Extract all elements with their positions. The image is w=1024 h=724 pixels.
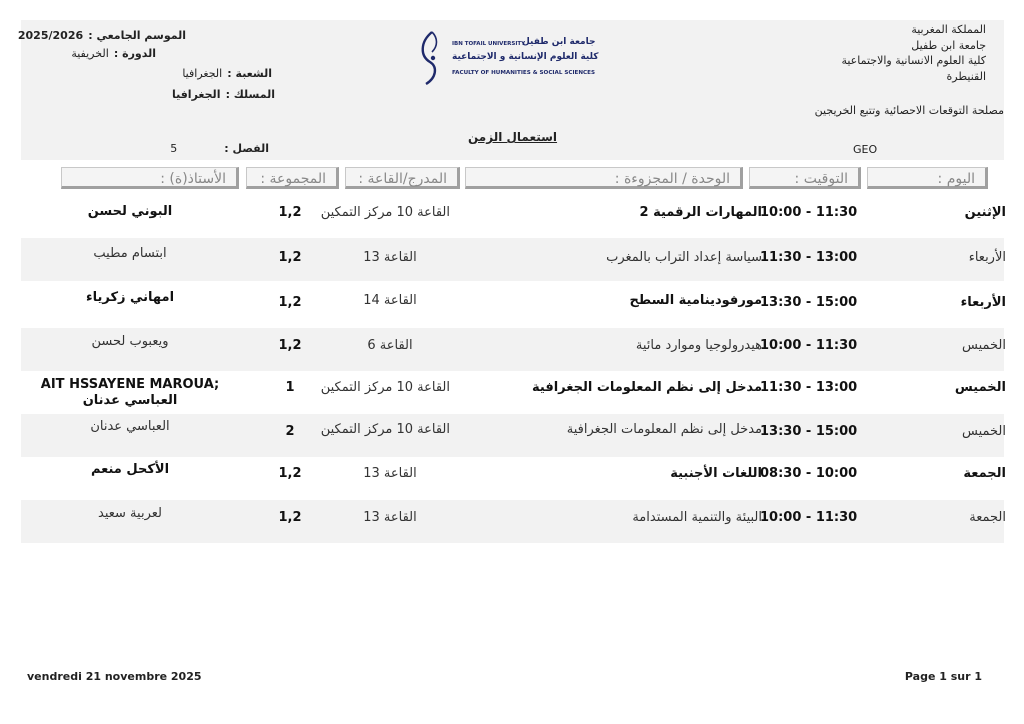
row-professor: البوني لحسن bbox=[87, 204, 173, 219]
session-field bbox=[71, 42, 156, 61]
row-time: 10:00 - 11:30 bbox=[760, 338, 858, 353]
logo-ar-line1: جامعة ابن طفيل bbox=[522, 37, 596, 47]
row-group: 1,2 bbox=[278, 510, 302, 525]
branch-value: الجغرافيا bbox=[182, 67, 223, 80]
row-time: 13:30 - 15:00 bbox=[760, 295, 858, 310]
track-value: الجغرافيا bbox=[171, 88, 221, 101]
row-time: 13:30 - 15:00 bbox=[760, 424, 858, 439]
row-room: القاعة 10 مركز التمكين bbox=[320, 380, 450, 395]
service-name: مصلحة التوقعات الاحصائية وتتبع الخريجين bbox=[814, 104, 1004, 117]
session-label: الدورة : bbox=[113, 47, 156, 60]
column-header-room: المدرج/القاعة : bbox=[345, 167, 460, 189]
row-professor: ابتسام مطيب bbox=[93, 246, 167, 261]
row-unit: مدخل إلى نظم المعلومات الجغرافية bbox=[532, 380, 762, 395]
track-label: المسلك : bbox=[225, 88, 275, 101]
row-unit: البيئة والتنمية المستدامة bbox=[632, 510, 762, 525]
column-header-day: اليوم : bbox=[867, 167, 988, 189]
row-time: 08:30 - 10:00 bbox=[760, 466, 858, 481]
branch-label: الشعبة : bbox=[227, 67, 272, 80]
footer-page-number: Page 1 sur 1 bbox=[904, 670, 982, 683]
header-line-faculty: كلية العلوم الانسانية والاجتماعية bbox=[841, 54, 986, 67]
row-time: 10:00 - 11:30 bbox=[760, 205, 858, 220]
row-group: 1,2 bbox=[278, 295, 302, 310]
semester-field bbox=[170, 137, 269, 156]
logo-en-line1: IBN TOFAIL UNIVERSITY bbox=[452, 41, 526, 47]
column-header-group: المجموعة : bbox=[246, 167, 339, 189]
season-label: الموسم الجامعي : bbox=[88, 29, 186, 42]
row-day: الجمعة bbox=[963, 466, 1006, 481]
session-value: الخريفية bbox=[71, 47, 109, 60]
row-professor: امهاني زكرياء bbox=[85, 290, 175, 305]
university-logo bbox=[418, 28, 599, 88]
logo-en-line2: FACULTY OF HUMANITIES & SOCIAL SCIENCES bbox=[452, 70, 596, 76]
row-unit: المهارات الرقمية 2 bbox=[639, 205, 762, 220]
row-room: القاعة 14 bbox=[363, 293, 417, 308]
row-room: القاعة 10 مركز التمكين bbox=[320, 205, 450, 220]
row-time: 11:30 - 13:00 bbox=[760, 380, 858, 395]
row-professor: العباسي عدنان bbox=[90, 419, 170, 434]
logo-emblem-icon bbox=[418, 28, 444, 88]
row-unit: اللغات الأجنبية bbox=[670, 466, 762, 481]
row-unit: مدخل إلى نظم المعلومات الجغرافية bbox=[566, 422, 762, 437]
season-value: 2025/2026 bbox=[17, 29, 84, 42]
row-group: 1 bbox=[285, 380, 295, 395]
row-professor: ويعبوب لحسن bbox=[91, 334, 169, 349]
column-header-time: التوقيت : bbox=[749, 167, 861, 189]
semester-label: الفصل : bbox=[224, 142, 269, 155]
row-unit: مورفودينامية السطح bbox=[629, 293, 762, 308]
row-professor: لعربية سعيد bbox=[98, 506, 162, 521]
row-time: 10:00 - 11:30 bbox=[760, 510, 858, 525]
row-day: الإثنين bbox=[964, 205, 1006, 220]
row-day: الخميس bbox=[962, 338, 1006, 353]
row-unit: هيدرولوجيا وموارد مائية bbox=[635, 338, 762, 353]
row-room: القاعة 13 bbox=[363, 466, 417, 481]
row-group: 1,2 bbox=[278, 250, 302, 265]
row-group: 1,2 bbox=[278, 205, 302, 220]
header-line-university: جامعة ابن طفيل bbox=[911, 38, 986, 52]
column-header-professor: الأستاذ(ة) : bbox=[61, 167, 239, 189]
row-professor: AIT HSSAYENE MAROUA; bbox=[40, 377, 220, 392]
header-line-kingdom: المملكة المغربية bbox=[911, 23, 986, 36]
row-professor: الأكحل منعم bbox=[90, 462, 170, 477]
row-group: 1,2 bbox=[278, 338, 302, 353]
row-unit: سياسة إعداد التراب بالمغرب bbox=[606, 250, 762, 265]
row-day: الخميس bbox=[962, 424, 1006, 439]
row-professor-second: العباسي عدنان bbox=[82, 393, 178, 408]
row-room: القاعة 10 مركز التمكين bbox=[320, 422, 450, 437]
program-code: GEO bbox=[853, 143, 878, 156]
semester-value: 5 bbox=[170, 142, 178, 155]
header-right-block bbox=[841, 22, 986, 84]
row-room: القاعة 13 bbox=[363, 250, 417, 265]
row-room: القاعة 13 bbox=[363, 510, 417, 525]
row-time: 11:30 - 13:00 bbox=[760, 250, 858, 265]
row-day: الجمعة bbox=[969, 510, 1006, 525]
season-field bbox=[18, 24, 186, 43]
logo-ar-line2: كلية العلوم الإنسانية و الاجتماعية bbox=[452, 52, 599, 62]
row-room: القاعة 6 bbox=[367, 338, 413, 353]
branch-field bbox=[182, 62, 272, 81]
row-day: الخميس bbox=[954, 380, 1006, 395]
row-group: 2 bbox=[285, 424, 295, 439]
row-day: الأربعاء bbox=[960, 295, 1006, 310]
footer-date: vendredi 21 novembre 2025 bbox=[27, 670, 202, 683]
document-title: استعمال الزمن bbox=[468, 130, 558, 144]
column-header-unit: الوحدة / المجزوءة : bbox=[465, 167, 743, 189]
header-line-city: القنيطرة bbox=[946, 69, 986, 83]
row-group: 1,2 bbox=[278, 466, 302, 481]
row-day: الأربعاء bbox=[968, 250, 1006, 265]
track-field bbox=[172, 83, 275, 102]
